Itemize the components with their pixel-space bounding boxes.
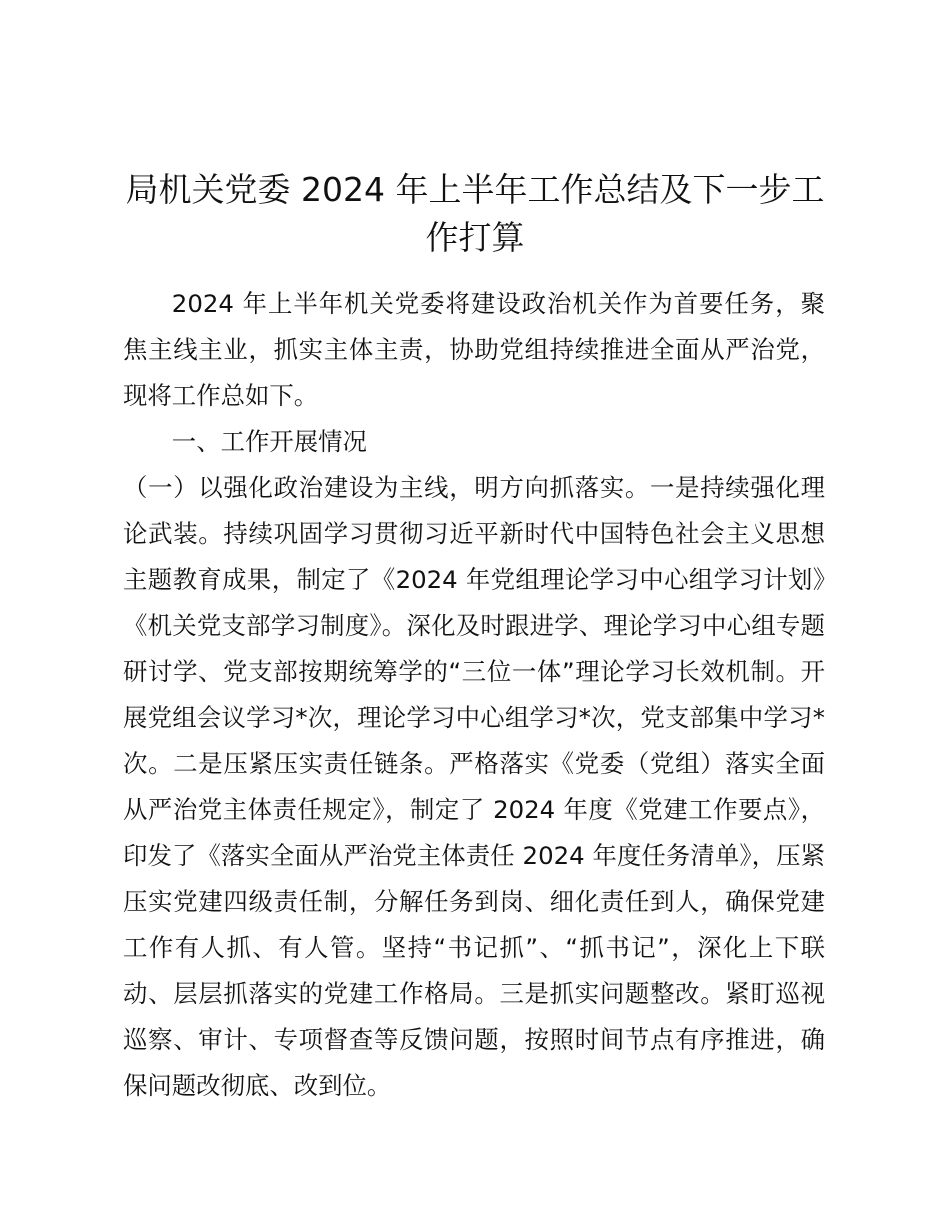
document-body <box>123 281 825 1109</box>
intro-paragraph: 2024 年上半年机关党委将建设政治机关作为首要任务，聚焦主线主业，抓实主体主责，协助党组持续推进全面从严治党，现将工作总如下。 <box>123 289 825 410</box>
subsection-paragraph: （一）以强化政治建设为主线，明方向抓落实。一是持续强化理论武装。持续巩固学习贯彻习近平新时代中国特色社会主义思想主题教育成果，制定了《2024 年党组理论学习中心组学习计划》《机关党支部学习制度》。深化及时跟进学、理论学习中心组专题研讨学、党支部按期统筹学的“三位一体”理论学习长效机制。开展党组会议学习*次，理论学习中心组学习*次，党支部集中学习*次。二是压紧压实责任链条。严格落实《党委（党组）落实全面从严治党主体责任规定》，制定了 2024 年度《党建工作要点》，印发了《落实全面从严治党主体责任 2024 年度任务清单》，压紧压实党建四级责任制，分解任务到岗、细化责任到人，确保党建工作有人抓、有人管。坚持“书记抓”、“抓书记”，深化上下联动、层层抓落实的党建工作格局。三是抓实问题整改。紧盯巡视巡察、审计、专项督查等反馈问题，按照时间节点有序推进，确保问题改彻底、改到位。 <box>123 473 825 1100</box>
section-heading: 一、工作开展情况 <box>171 427 367 456</box>
document-title: 局机关党委 2024 年上半年工作总结及下一步工作打算 <box>125 170 825 257</box>
